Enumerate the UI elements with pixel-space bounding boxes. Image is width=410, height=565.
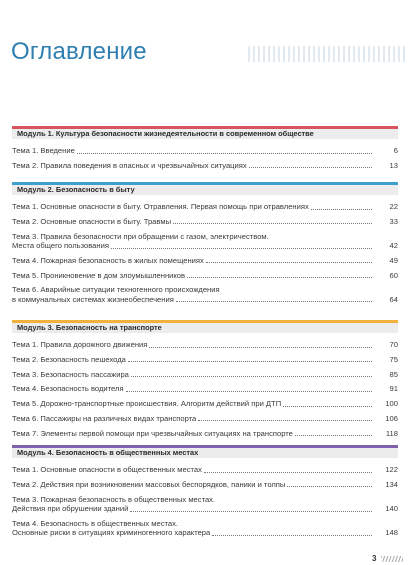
toc-page-number: 134 (385, 479, 398, 489)
toc-page-number: 85 (389, 369, 398, 379)
toc-entry-text: Тема 5. Дорожно-транспортные происшествия. Алгоритм действий при ДТП (12, 399, 282, 409)
toc-entry-text: Тема 1. Введение (12, 146, 75, 155)
dot-leader (130, 511, 372, 512)
module-title: Модуль 2. Безопасность в быту (17, 185, 135, 194)
toc-entry[interactable] (12, 519, 398, 538)
title-decoration (248, 46, 408, 62)
toc-entry-text: Тема 1. Основные опасности в общественных местах (12, 465, 202, 474)
toc-page-number: 106 (385, 413, 398, 423)
toc-entry[interactable] (12, 271, 398, 281)
module-title: Модуль 1. Культура безопасности жизнедеятельности в современном обществе (17, 129, 314, 138)
toc-page-number: 64 (389, 294, 398, 304)
toc-entry-text: Тема 7. Элементы первой помощи при чрезвычайных ситуациях на транспорте (12, 428, 293, 438)
toc-entry-text: Тема 2. Основные опасности в быту. Травмы (12, 216, 172, 226)
dot-leader (206, 262, 372, 263)
module-section (12, 126, 398, 176)
dot-leader (311, 209, 372, 210)
toc-entry-text: Тема 4. Пожарная безопасность в жилых помещениях (12, 255, 204, 265)
toc-entry-text: Основные риски в ситуациях криминогенного характера (12, 528, 211, 538)
toc-page-number: 70 (389, 340, 398, 349)
dot-leader (198, 420, 372, 421)
toc-page-number: 100 (385, 399, 398, 409)
module-header (12, 445, 398, 458)
toc-page-number: 13 (389, 160, 398, 170)
dot-leader (131, 376, 372, 377)
dot-leader (176, 301, 372, 302)
module-title: Модуль 3. Безопасность на транспорте (17, 323, 162, 332)
dot-leader (111, 248, 372, 249)
dot-leader (77, 153, 372, 154)
toc-entry-text: Тема 3. Пожарная безопасность в общественных местах. (12, 494, 216, 504)
dot-leader (128, 361, 372, 362)
page-number-decoration (381, 556, 403, 562)
dot-leader (249, 167, 372, 168)
toc-page-number: 49 (389, 255, 398, 265)
toc-page-number: 60 (389, 270, 398, 280)
toc-entry[interactable] (12, 495, 398, 514)
toc-entry-text: Тема 2. Безопасность пешехода (12, 354, 126, 364)
dot-leader (283, 406, 372, 407)
module-section (12, 320, 398, 444)
toc-entry[interactable] (12, 355, 398, 365)
dot-leader (149, 347, 372, 348)
dot-leader (287, 486, 372, 487)
toc-entry[interactable] (12, 414, 398, 424)
toc-page-number: 33 (389, 216, 398, 226)
toc-entry[interactable] (12, 146, 398, 156)
toc-entry-text: Места общего пользования (12, 241, 109, 251)
toc-entry-text: Тема 3. Правила безопасности при обращении с газом, электричеством. (12, 231, 269, 241)
toc-entry-text: в коммунальных системах жизнеобеспечения (12, 294, 174, 304)
toc-entry-text: Тема 3. Безопасность пассажира (12, 369, 129, 379)
toc-entry[interactable] (12, 340, 398, 350)
page-title: Оглавление (11, 38, 147, 65)
dot-leader (187, 277, 372, 278)
toc-entry[interactable] (12, 161, 398, 171)
module-header (12, 320, 398, 333)
toc-entry[interactable] (12, 202, 398, 212)
toc-page-number: 91 (389, 384, 398, 394)
toc-page-number: 22 (389, 202, 398, 211)
toc-entry-text: Тема 1. Правила дорожного движения (12, 340, 148, 349)
module-header (12, 126, 398, 139)
dot-leader (295, 435, 372, 436)
toc-entry[interactable] (12, 465, 398, 475)
toc-entry-text: Тема 1. Основные опасности в быту. Отравления. Первая помощь при отравлениях (12, 202, 309, 211)
toc-page-number: 6 (393, 146, 398, 155)
toc-entry-text: Тема 2. Правила поведения в опасных и чрезвычайных ситуациях (12, 160, 247, 170)
toc-entry[interactable] (12, 256, 398, 266)
toc-entry-text: Тема 6. Пассажиры на различных видах транспорта (12, 413, 197, 423)
toc-page-number: 140 (385, 504, 398, 514)
toc-entry[interactable] (12, 399, 398, 409)
toc-page-number: 42 (389, 241, 398, 251)
toc-entry-text: Тема 4. Безопасность в общественных местах. (12, 518, 179, 528)
dot-leader (126, 391, 372, 392)
toc-page-number: 148 (385, 528, 398, 538)
toc-entry-text: Тема 4. Безопасность водителя (12, 384, 124, 394)
module-title: Модуль 4. Безопасность в общественных местах (17, 448, 199, 457)
toc-page-number: 118 (385, 428, 398, 438)
toc-entry-text: Тема 2. Действия при возникновении массовых беспорядков, паники и толпы (12, 479, 286, 489)
toc-entry[interactable] (12, 285, 398, 304)
toc-entry[interactable] (12, 370, 398, 380)
module-section (12, 182, 398, 310)
toc-entry[interactable] (12, 429, 398, 439)
module-header (12, 182, 398, 195)
toc-entry-text: Тема 5. Проникновение в дом злоумышленников (12, 270, 186, 280)
toc-entry[interactable] (12, 232, 398, 251)
dot-leader (173, 223, 372, 224)
toc-entry[interactable] (12, 480, 398, 490)
toc-entry[interactable] (12, 384, 398, 394)
page-number: 3 (372, 554, 377, 563)
module-section (12, 445, 398, 543)
toc-entry-text: Действия при обрушении зданий (12, 504, 129, 514)
toc-page-number: 122 (385, 465, 398, 474)
dot-leader (204, 472, 372, 473)
toc-entry[interactable] (12, 217, 398, 227)
dot-leader (212, 535, 372, 536)
toc-page-number: 75 (389, 354, 398, 364)
toc-entry-text: Тема 6. Аварийные ситуации техногенного происхождения (12, 285, 220, 295)
